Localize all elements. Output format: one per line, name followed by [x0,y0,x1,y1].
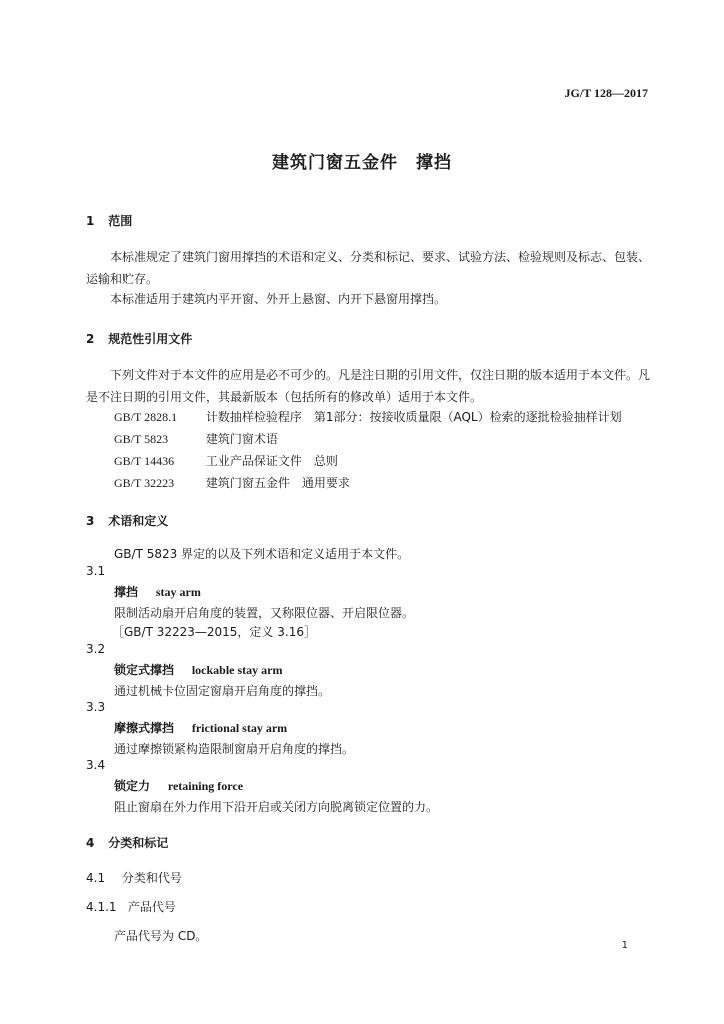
section-number: 4 [86,836,95,850]
term-number: 3.2 [86,642,106,656]
reference-code: GB/T 2828.1 [114,410,178,424]
subsection-number: 4.1.1 [86,900,117,914]
section-4-heading [86,834,168,851]
term-english: frictional stay arm [191,721,288,735]
reference-title: 工业产品保证文件 总则 [205,454,338,468]
term-number: 3.3 [86,700,106,714]
section-number: 1 [86,214,95,228]
document-title: 建筑门窗五金件 撑挡 [272,153,452,173]
section-number: 3 [86,514,95,528]
term-entry [114,661,283,678]
subsection-title: 产品代号 [127,900,176,914]
scope-paragraph-1: 本标准规定了建筑门窗用撑挡的术语和定义、分类和标记、要求、试验方法、检验规则及标志、包装、运输和贮存。 [86,250,651,286]
section-title: 规范性引用文件 [108,332,193,346]
terms-intro: GB/T 5823 界定的以及下列术语和定义适用于本文件。 [114,547,410,561]
subsection-4-1-heading [86,869,182,886]
subsection-4-1-1-heading [86,898,176,915]
reference-item [114,452,338,469]
term-definition: 限制活动扇开启角度的装置，又称限位器、开启限位器。 [114,606,415,620]
reference-code: GB/T 5823 [114,432,169,446]
subsection-number: 4.1 [86,871,106,885]
page-number: 1 [621,940,628,951]
reference-item [114,474,350,491]
reference-code: GB/T 14436 [114,454,175,468]
section-2-heading [86,330,192,347]
term-number: 3.4 [86,758,106,772]
normative-references-intro: 下列文件对于本文件的应用是必不可少的。凡是注日期的引用文件，仅注日期的版本适用于本文件。凡是不注日期的引用文件，其最新版本（包括所有的修改单）适用于本文件。 [86,368,651,404]
term-chinese: 撑挡 [114,585,139,599]
reference-item [114,430,278,447]
subsection-title: 分类和代号 [121,871,182,885]
term-source: ［GB/T 32223—2015，定义 3.16］ [112,625,316,639]
scope-paragraph-2: 本标准适用于建筑内平开窗、外开上悬窗、内开下悬窗用撑挡。 [110,292,447,306]
term-chinese: 摩擦式撑挡 [114,721,175,735]
section-1-heading [86,212,132,229]
term-entry [114,719,287,736]
term-chinese: 锁定力 [114,779,151,793]
product-code-text: 产品代号为 CD。 [114,929,208,943]
section-title: 范围 [108,214,133,228]
term-chinese: 锁定式撑挡 [114,663,175,677]
term-english: retaining force [167,779,244,793]
term-definition: 阻止窗扇在外力作用下沿开启或关闭方向脱离锁定位置的力。 [114,800,439,814]
section-title: 术语和定义 [108,514,169,528]
term-definition: 通过机械卡位固定窗扇开启角度的撑挡。 [114,684,331,698]
term-number: 3.1 [86,564,106,578]
reference-title: 建筑门窗术语 [205,432,278,446]
reference-title: 计数抽样检验程序 第1部分：按接收质量限（AQL）检索的逐批检验抽样计划 [205,410,622,424]
standard-code: JG/T 128—2017 [564,86,648,100]
section-3-heading [86,512,168,529]
section-number: 2 [86,332,95,346]
reference-title: 建筑门窗五金件 通用要求 [205,476,350,490]
reference-item [114,408,622,425]
reference-code: GB/T 32223 [114,476,175,490]
term-english: lockable stay arm [191,663,283,677]
term-entry [114,583,201,600]
term-entry [114,777,243,794]
term-definition: 通过摩擦锁紧构造限制窗扇开启角度的撑挡。 [114,742,355,756]
term-english: stay arm [155,585,201,599]
section-title: 分类和标记 [108,836,169,850]
